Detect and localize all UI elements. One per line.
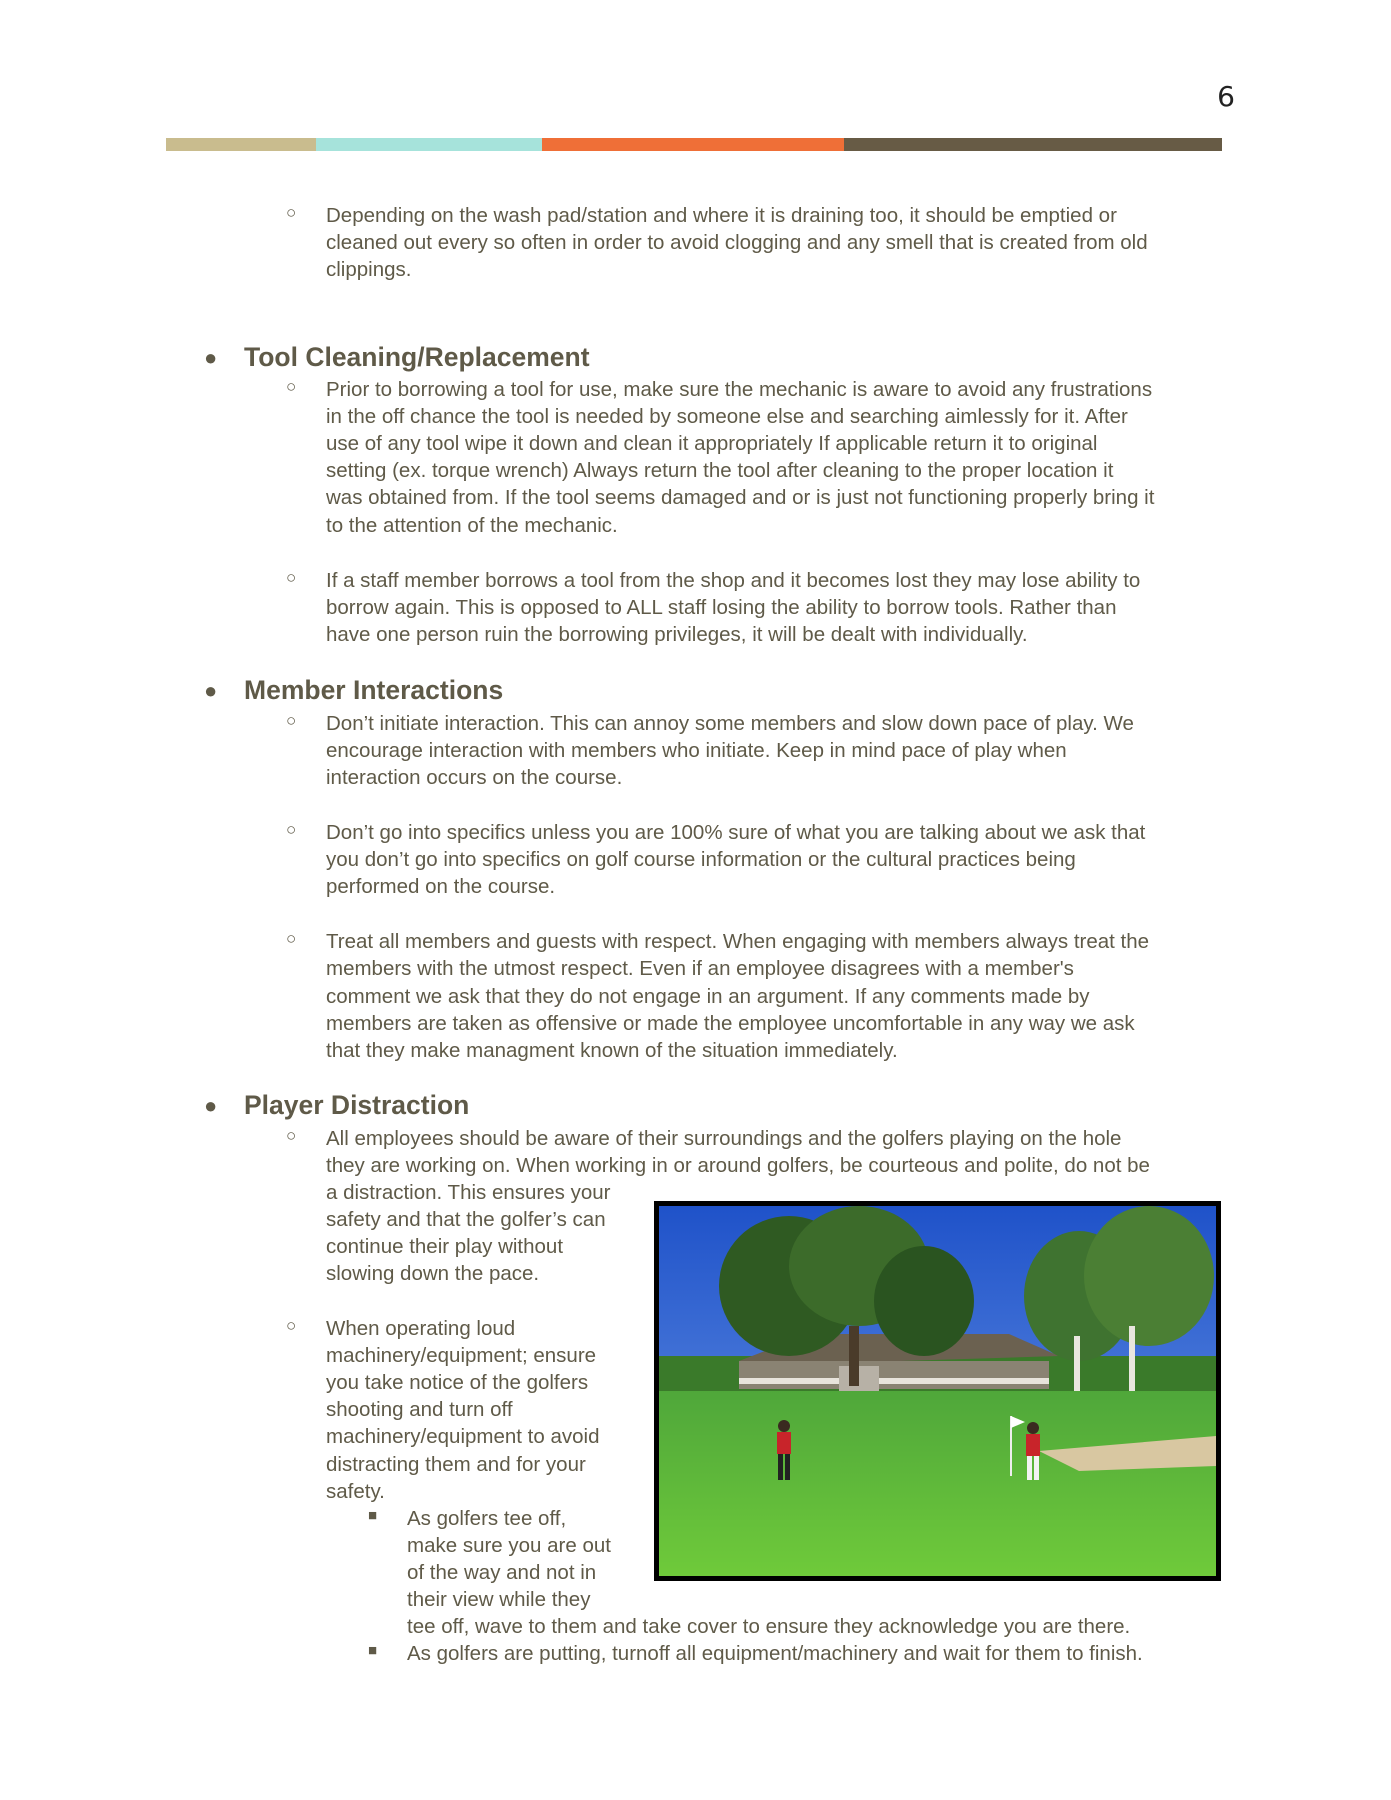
- main-bullet-icon: ●: [204, 678, 218, 703]
- paragraph-line: slowing down the pace.: [326, 1262, 540, 1285]
- paragraph-line: you don’t go into specifics on golf course information or the cultural practices being: [326, 848, 1076, 871]
- paragraph-line: to the attention of the mechanic.: [326, 514, 618, 537]
- paragraph-line: When operating loud: [326, 1317, 516, 1340]
- color-bar-segment-tan: [166, 138, 316, 151]
- paragraph-line: interaction occurs on the course.: [326, 766, 623, 789]
- paragraph-line: a distraction. This ensures your: [326, 1181, 611, 1204]
- paragraph-line: members with the utmost respect. Even if an employee disagrees with a member's: [326, 957, 1074, 980]
- paragraph-line: As golfers are putting, turnoff all equipment/machinery and wait for them to finish.: [407, 1642, 1143, 1665]
- paragraph-line: they are working on. When working in or around golfers, be courteous and polite, do not be: [326, 1154, 1150, 1177]
- paragraph-line: in the off chance the tool is needed by someone else and searching aimlessly for it. After: [326, 405, 1128, 428]
- paragraph-line: continue their play without: [326, 1235, 564, 1258]
- page-number: 6: [1217, 80, 1235, 113]
- color-bar-segment-orange: [542, 138, 844, 151]
- sub-bullet-icon: ○: [286, 568, 297, 587]
- sub-bullet-icon: ○: [286, 377, 297, 396]
- paragraph-line: machinery/equipment; ensure: [326, 1344, 597, 1367]
- section-heading-tool-cleaning: Tool Cleaning/Replacement: [244, 342, 590, 372]
- sub-bullet-icon: ○: [286, 820, 297, 839]
- paragraph-line: was obtained from. If the tool seems damaged and or is just not functioning properly bring it: [326, 486, 1155, 509]
- paragraph-line: cleaned out every so often in order to avoid clogging and any smell that is created from old: [326, 231, 1148, 254]
- square-bullet-icon: ■: [368, 1507, 378, 1524]
- putting-green: [659, 1391, 1216, 1576]
- paragraph-line: tee off, wave to them and take cover to ensure they acknowledge you are there.: [407, 1615, 1131, 1638]
- sub-bullet-icon: ○: [286, 203, 297, 222]
- section-heading-player-distraction: Player Distraction: [244, 1090, 470, 1120]
- golf-course-illustration: [659, 1206, 1216, 1576]
- paragraph-line: comment we ask that they do not engage in an argument. If any comments made by: [326, 985, 1090, 1008]
- color-bar-segment-brown: [844, 138, 1222, 151]
- main-bullet-icon: ●: [204, 345, 218, 370]
- paragraph-line: safety and that the golfer’s can: [326, 1208, 606, 1231]
- paragraph-line: you take notice of the golfers: [326, 1371, 589, 1394]
- paragraph-line: encourage interaction with members who initiate. Keep in mind pace of play when: [326, 739, 1067, 762]
- paragraph-line: safety.: [326, 1480, 385, 1503]
- sub-bullet-icon: ○: [286, 1126, 297, 1145]
- paragraph-line: machinery/equipment to avoid: [326, 1425, 600, 1448]
- paragraph-line: have one person ruin the borrowing privileges, it will be dealt with individually.: [326, 623, 1028, 646]
- paragraph-line: use of any tool wipe it down and clean it appropriately If applicable return it to original: [326, 432, 1098, 455]
- color-bar-segment-aqua: [316, 138, 542, 151]
- paragraph-line: their view while they: [407, 1588, 591, 1611]
- paragraph-line: Treat all members and guests with respect. When engaging with members always treat the: [326, 930, 1150, 953]
- paragraph-line: Don’t initiate interaction. This can annoy some members and slow down pace of play. We: [326, 712, 1134, 735]
- sub-bullet-icon: ○: [286, 929, 297, 948]
- paragraph-line: As golfers tee off,: [407, 1507, 567, 1530]
- paragraph-line: that they make managment known of the situation immediately.: [326, 1039, 898, 1062]
- header-color-bar: [166, 138, 1222, 151]
- paragraph-line: All employees should be aware of their surroundings and the golfers playing on the hole: [326, 1127, 1122, 1150]
- paragraph-line: setting (ex. torque wrench) Always return the tool after cleaning to the proper location it: [326, 459, 1114, 482]
- paragraph-line: Prior to borrowing a tool for use, make sure the mechanic is aware to avoid any frustrations: [326, 378, 1153, 401]
- paragraph-line: distracting them and for your: [326, 1453, 586, 1476]
- paragraph-line: If a staff member borrows a tool from the shop and it becomes lost they may lose ability to: [326, 569, 1141, 592]
- paragraph-line: borrow again. This is opposed to ALL staff losing the ability to borrow tools. Rather than: [326, 596, 1117, 619]
- paragraph-line: Depending on the wash pad/station and where it is draining too, it should be emptied or: [326, 204, 1117, 227]
- paragraph-line: members are taken as offensive or made the employee uncomfortable in any way we ask: [326, 1012, 1135, 1035]
- square-bullet-icon: ■: [368, 1642, 378, 1659]
- paragraph-line: make sure you are out: [407, 1534, 611, 1557]
- paragraph-line: performed on the course.: [326, 875, 556, 898]
- golf-course-photo: [654, 1201, 1221, 1581]
- section-heading-member-interactions: Member Interactions: [244, 675, 504, 705]
- paragraph-line: shooting and turn off: [326, 1398, 513, 1421]
- sub-bullet-icon: ○: [286, 711, 297, 730]
- paragraph-line: of the way and not in: [407, 1561, 597, 1584]
- paragraph-line: Don’t go into specifics unless you are 100% sure of what you are talking about we ask that: [326, 821, 1146, 844]
- main-bullet-icon: ●: [204, 1093, 218, 1118]
- paragraph-line: clippings.: [326, 258, 412, 281]
- sub-bullet-icon: ○: [286, 1316, 297, 1335]
